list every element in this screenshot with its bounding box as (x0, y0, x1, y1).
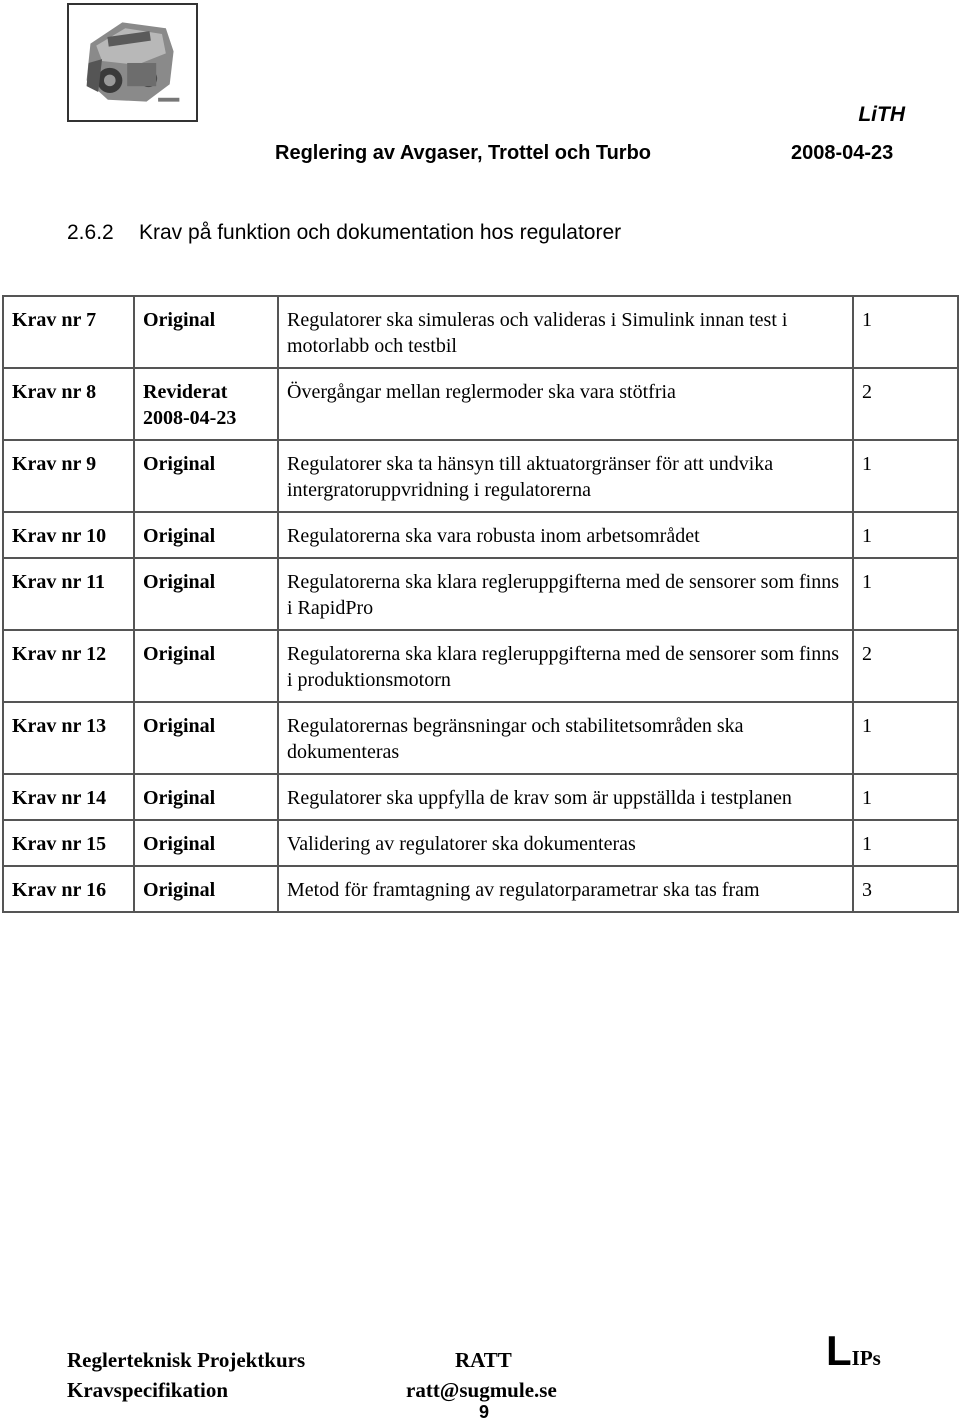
req-priority: 1 (853, 296, 958, 368)
req-text: Regulatorernas begränsningar och stabilitetsområden ska dokumenteras (278, 702, 853, 774)
req-status: Original (134, 296, 278, 368)
req-text: Regulatorer ska uppfylla de krav som är uppställda i testplanen (278, 774, 853, 820)
requirements-table (2, 295, 959, 913)
req-priority: 1 (853, 820, 958, 866)
req-text: Regulatorerna ska vara robusta inom arbetsområdet (278, 512, 853, 558)
req-id: Krav nr 13 (3, 702, 134, 774)
engine-photo-icon (69, 5, 196, 120)
req-priority: 1 (853, 558, 958, 630)
document-date: 2008-04-23 (791, 142, 894, 164)
req-priority: 2 (853, 630, 958, 702)
req-id: Krav nr 11 (3, 558, 134, 630)
req-priority: 3 (853, 866, 958, 912)
req-status: Original (134, 820, 278, 866)
req-text: Regulatorerna ska klara regleruppgifterna med de sensorer som finns i RapidPro (278, 558, 853, 630)
table-row (3, 820, 958, 866)
table-row (3, 368, 958, 440)
req-id: Krav nr 10 (3, 512, 134, 558)
req-text: Övergångar mellan reglermoder ska vara stötfria (278, 368, 853, 440)
lips-logo-rest: IPs (851, 1346, 881, 1370)
req-text: Regulatorer ska ta hänsyn till aktuatorgränser för att undvika intergratoruppvridning i regulatorerna (278, 440, 853, 512)
req-priority: 1 (853, 774, 958, 820)
req-status: Original (134, 440, 278, 512)
footer-email: ratt@sugmule.se (406, 1378, 557, 1402)
req-id: Krav nr 15 (3, 820, 134, 866)
engine-image (67, 3, 198, 122)
lips-logo (826, 1327, 881, 1374)
page-number: 9 (479, 1402, 490, 1422)
footer-course: Reglerteknisk Projektkurs (67, 1348, 306, 1372)
req-id: Krav nr 16 (3, 866, 134, 912)
req-status-label: Reviderat (143, 381, 228, 403)
req-text: Metod för framtagning av regulatorparametrar ska tas fram (278, 866, 853, 912)
table-row (3, 774, 958, 820)
req-priority: 1 (853, 440, 958, 512)
section-number: 2.6.2 (67, 221, 114, 244)
req-id: Krav nr 12 (3, 630, 134, 702)
lips-logo-letter: L (826, 1327, 852, 1374)
req-status: Original (134, 630, 278, 702)
req-priority: 1 (853, 512, 958, 558)
table-row (3, 866, 958, 912)
table-row (3, 702, 958, 774)
req-id: Krav nr 14 (3, 774, 134, 820)
section-title: Krav på funktion och dokumentation hos regulatorer (139, 221, 622, 244)
req-text: Regulatorerna ska klara regleruppgifterna med de sensorer som finns i produktionsmotorn (278, 630, 853, 702)
table-row (3, 512, 958, 558)
req-status: Original (134, 774, 278, 820)
footer-group: RATT (455, 1348, 512, 1372)
req-id: Krav nr 8 (3, 368, 134, 440)
section-heading (67, 221, 621, 245)
req-status: Original (134, 512, 278, 558)
req-status: Original (134, 866, 278, 912)
req-text: Regulatorer ska simuleras och valideras i Simulink innan test i motorlabb och testbil (278, 296, 853, 368)
req-status-date: 2008-04-23 (143, 407, 237, 429)
footer-doc-type: Kravspecifikation (67, 1378, 228, 1402)
table-row (3, 558, 958, 630)
org-logo: LiTH (858, 103, 905, 126)
req-priority: 2 (853, 368, 958, 440)
req-status: Original (134, 702, 278, 774)
table-row (3, 630, 958, 702)
req-priority: 1 (853, 702, 958, 774)
req-id: Krav nr 7 (3, 296, 134, 368)
req-text: Validering av regulatorer ska dokumenteras (278, 820, 853, 866)
req-status (134, 368, 278, 440)
req-id: Krav nr 9 (3, 440, 134, 512)
table-row (3, 296, 958, 368)
req-status: Original (134, 558, 278, 630)
table-row (3, 440, 958, 512)
document-title: Reglering av Avgaser, Trottel och Turbo (275, 142, 652, 164)
